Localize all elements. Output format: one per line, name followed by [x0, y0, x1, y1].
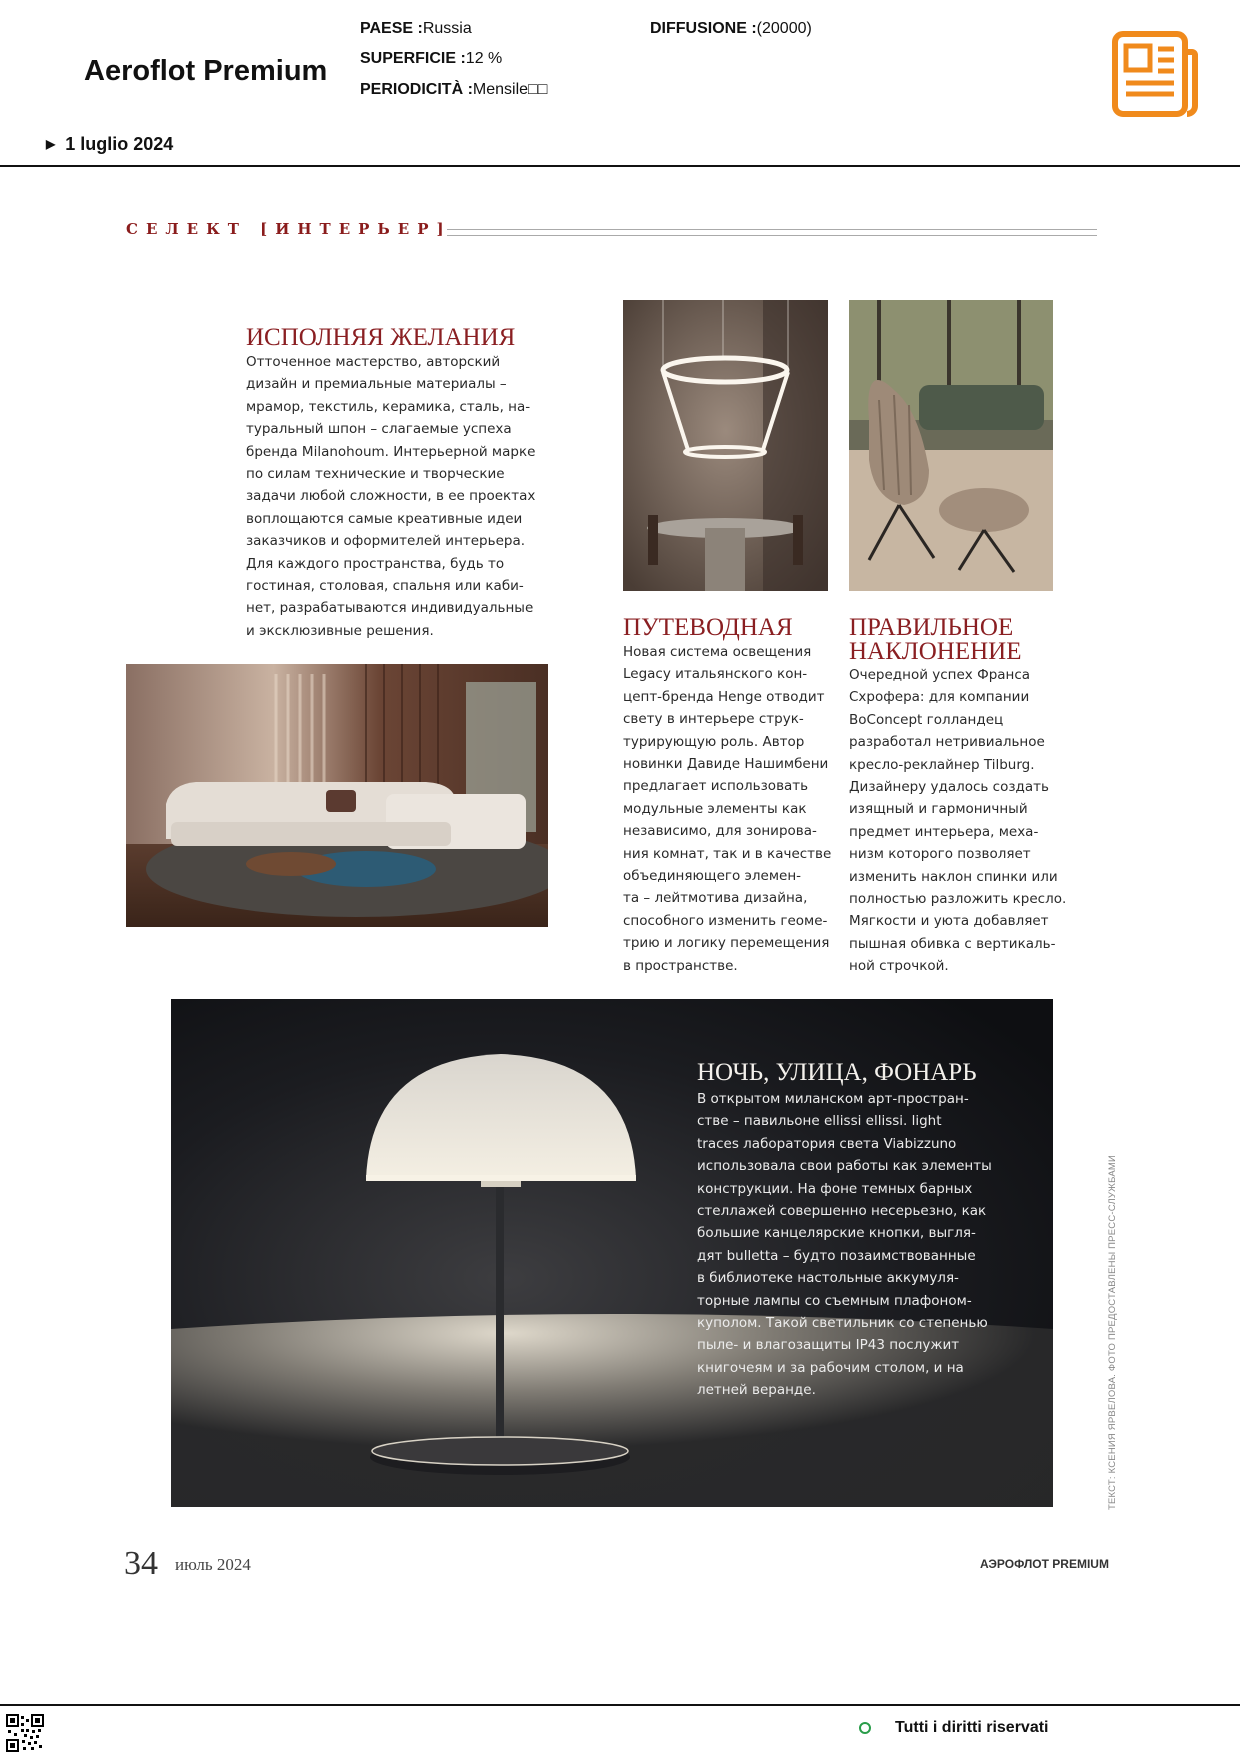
periodicity-label: PERIODICITÀ : [360, 81, 473, 98]
periodicity-field [360, 81, 547, 99]
article3-line: Очередной успех Франса [849, 667, 1031, 683]
periodicity-value: Mensile□□ [472, 81, 548, 98]
article3-line: ной строчкой. [849, 958, 949, 975]
article2-line: независимо, для зонирова- [623, 823, 817, 840]
article2-line: та – лейтмотива дизайна, [623, 890, 808, 907]
article2-line: предлагает использовать [623, 778, 809, 795]
surface-label: SUPERFICIE : [360, 50, 466, 67]
article4-line: пыле- и влагозащиты IP43 послужит [697, 1337, 960, 1354]
kicker-rule [447, 229, 1097, 236]
article1-line: Для каждого пространства, будь то [246, 555, 505, 572]
country-value: Russia [422, 20, 472, 37]
article3-line: предмет интерьера, меха- [849, 823, 1039, 840]
sofa-photo [126, 664, 548, 927]
status-circle-icon [859, 1722, 871, 1734]
article4-line: стеллажей совершенно несерьезно, как [697, 1203, 987, 1220]
article1-line: нет, разрабатываются индивидуальные [246, 600, 534, 617]
issue-date-text: 1 luglio 2024 [65, 134, 174, 154]
article3-line: полностью разложить кресло. [849, 891, 1067, 908]
article2-line: новинки Давиде Нашимбени [623, 756, 829, 773]
article3-line: Дизайнеру удалось создать [849, 779, 1049, 796]
header-divider [0, 165, 1240, 167]
article4-body [697, 1088, 992, 1402]
article4-line: traces лаборатория света Viabizzuno [697, 1135, 957, 1152]
article1-line: воплощаются самые креативные идеи [246, 510, 523, 527]
article4-line: дят bulletta – будто позаимствованные [697, 1247, 976, 1264]
article1-title: ИСПОЛНЯЯ ЖЕЛАНИЯ [246, 324, 516, 351]
article1-line: туральный шпон – слагаемые успеха [246, 421, 512, 438]
article3-line: изменить наклон спинки или [849, 868, 1058, 885]
article1-line: Отточенное мастерство, авторский [246, 354, 501, 370]
article2-body [623, 641, 831, 977]
country-field [360, 20, 472, 38]
article1-line: по силам технические и творческие [246, 466, 505, 483]
article2-line: Новая система освещения [623, 644, 812, 660]
photo-credit [1107, 1154, 1121, 1510]
qr-code-icon [6, 1714, 44, 1752]
article1-line: бренда Milanohoum. Интерьерной марке [246, 443, 536, 460]
circulation-value: (20000) [756, 20, 812, 37]
article3-line: разработал нетривиальное [849, 734, 1045, 751]
article2-line: Legacy итальянского кон- [623, 666, 808, 683]
newspaper-icon [1112, 30, 1198, 118]
article3-line: изящный и гармоничный [849, 801, 1028, 818]
triangle-bullet-icon: ▶ [46, 137, 56, 151]
article3-body [849, 664, 1066, 978]
issue-month: июль 2024 [175, 1555, 251, 1574]
article1-line: задачи любой сложности, в ее проектах [246, 488, 536, 505]
article1-body [246, 351, 535, 642]
surface-field [360, 50, 502, 68]
article2-line: модульные элементы как [623, 800, 807, 817]
article4-line: большие канцелярские кнопки, выгля- [697, 1225, 976, 1242]
section-kicker: СЕЛЕКТ [ИНТЕРЬЕР] [126, 220, 452, 238]
article4-line: в библиотеке настольные аккумуля- [697, 1270, 959, 1287]
article1-line: и эксклюзивные решения. [246, 622, 434, 639]
article3-title-line2: НАКЛОНЕНИЕ [849, 638, 1022, 665]
article2-line: способного изменить геоме- [623, 912, 828, 929]
article2-line: свету в интерьере струк- [623, 711, 804, 728]
article2-title: ПУТЕВОДНАЯ [623, 614, 793, 641]
magazine-brand: АЭРОФЛОТ PREMIUM [980, 1557, 1109, 1571]
article4-title: НОЧЬ, УЛИЦА, ФОНАРЬ [697, 1059, 977, 1086]
page-number: 34 [124, 1545, 158, 1582]
article4-line: книгочеям и за рабочим столом, и на [697, 1359, 964, 1376]
article3-line: BoConcept голландец [849, 711, 1004, 728]
article1-line: дизайн и премиальные материалы – [246, 376, 507, 393]
recliner-chair-photo [849, 300, 1053, 591]
photo-credit-text: ТЕКСТ: КСЕНИЯ ЯРВЕЛОВА. ФОТО ПРЕДОСТАВЛЕНЫ ПРЕСС-СЛУЖБАМИ [1107, 1154, 1118, 1510]
article2-line: цепт-бренда Henge отводит [623, 688, 825, 705]
article4-line: В открытом миланском арт-простран- [697, 1091, 969, 1107]
country-label: PAESE : [360, 20, 423, 37]
article3-line: пышная обивка с вертикаль- [849, 935, 1056, 952]
article2-line: турирующую роль. Автор [623, 733, 805, 750]
publication-name: Aeroflot Premium [84, 55, 328, 87]
article4-line: конструкции. На фоне темных барных [697, 1180, 973, 1197]
article3-line: Мягкости и уюта добавляет [849, 913, 1049, 930]
surface-value: 12 % [465, 50, 503, 67]
article4-line: стве – павильоне ellissi ellissi. light [697, 1113, 942, 1130]
article2-line: в пространстве. [623, 957, 738, 974]
article1-line: гостиная, столовая, спальня или каби- [246, 578, 524, 595]
article1-line: мрамор, текстиль, керамика, сталь, на- [246, 398, 531, 415]
rights-notice: Tutti i diritti riservati [895, 1719, 1049, 1736]
article3-line: низм которого позволяет [849, 846, 1031, 863]
issue-date [46, 134, 173, 155]
article2-line: трию и логику перемещения [623, 935, 830, 952]
article4-line: использовала свои работы как элементы [697, 1158, 992, 1175]
circulation-field [650, 20, 812, 38]
article4-line: торные лампы со съемным плафоном- [697, 1292, 972, 1309]
article1-line: заказчиков и оформителей интерьера. [246, 533, 526, 550]
article3-line: Схрофера: для компании [849, 689, 1030, 706]
footer-divider [0, 1704, 1240, 1706]
article2-line: ния комнат, так и в качестве [623, 845, 832, 862]
article3-line: кресло-реклайнер Tilburg. [849, 756, 1035, 773]
pendant-light-photo [623, 300, 828, 591]
article3-title-line1: ПРАВИЛЬНОЕ [849, 614, 1014, 641]
article4-line: куполом. Такой светильник со степенью [697, 1315, 988, 1332]
article4-line: летней веранде. [697, 1382, 816, 1399]
article2-line: объединяющего элемен- [623, 868, 802, 885]
circulation-label: DIFFUSIONE : [650, 20, 757, 37]
article3-title [849, 616, 1022, 664]
